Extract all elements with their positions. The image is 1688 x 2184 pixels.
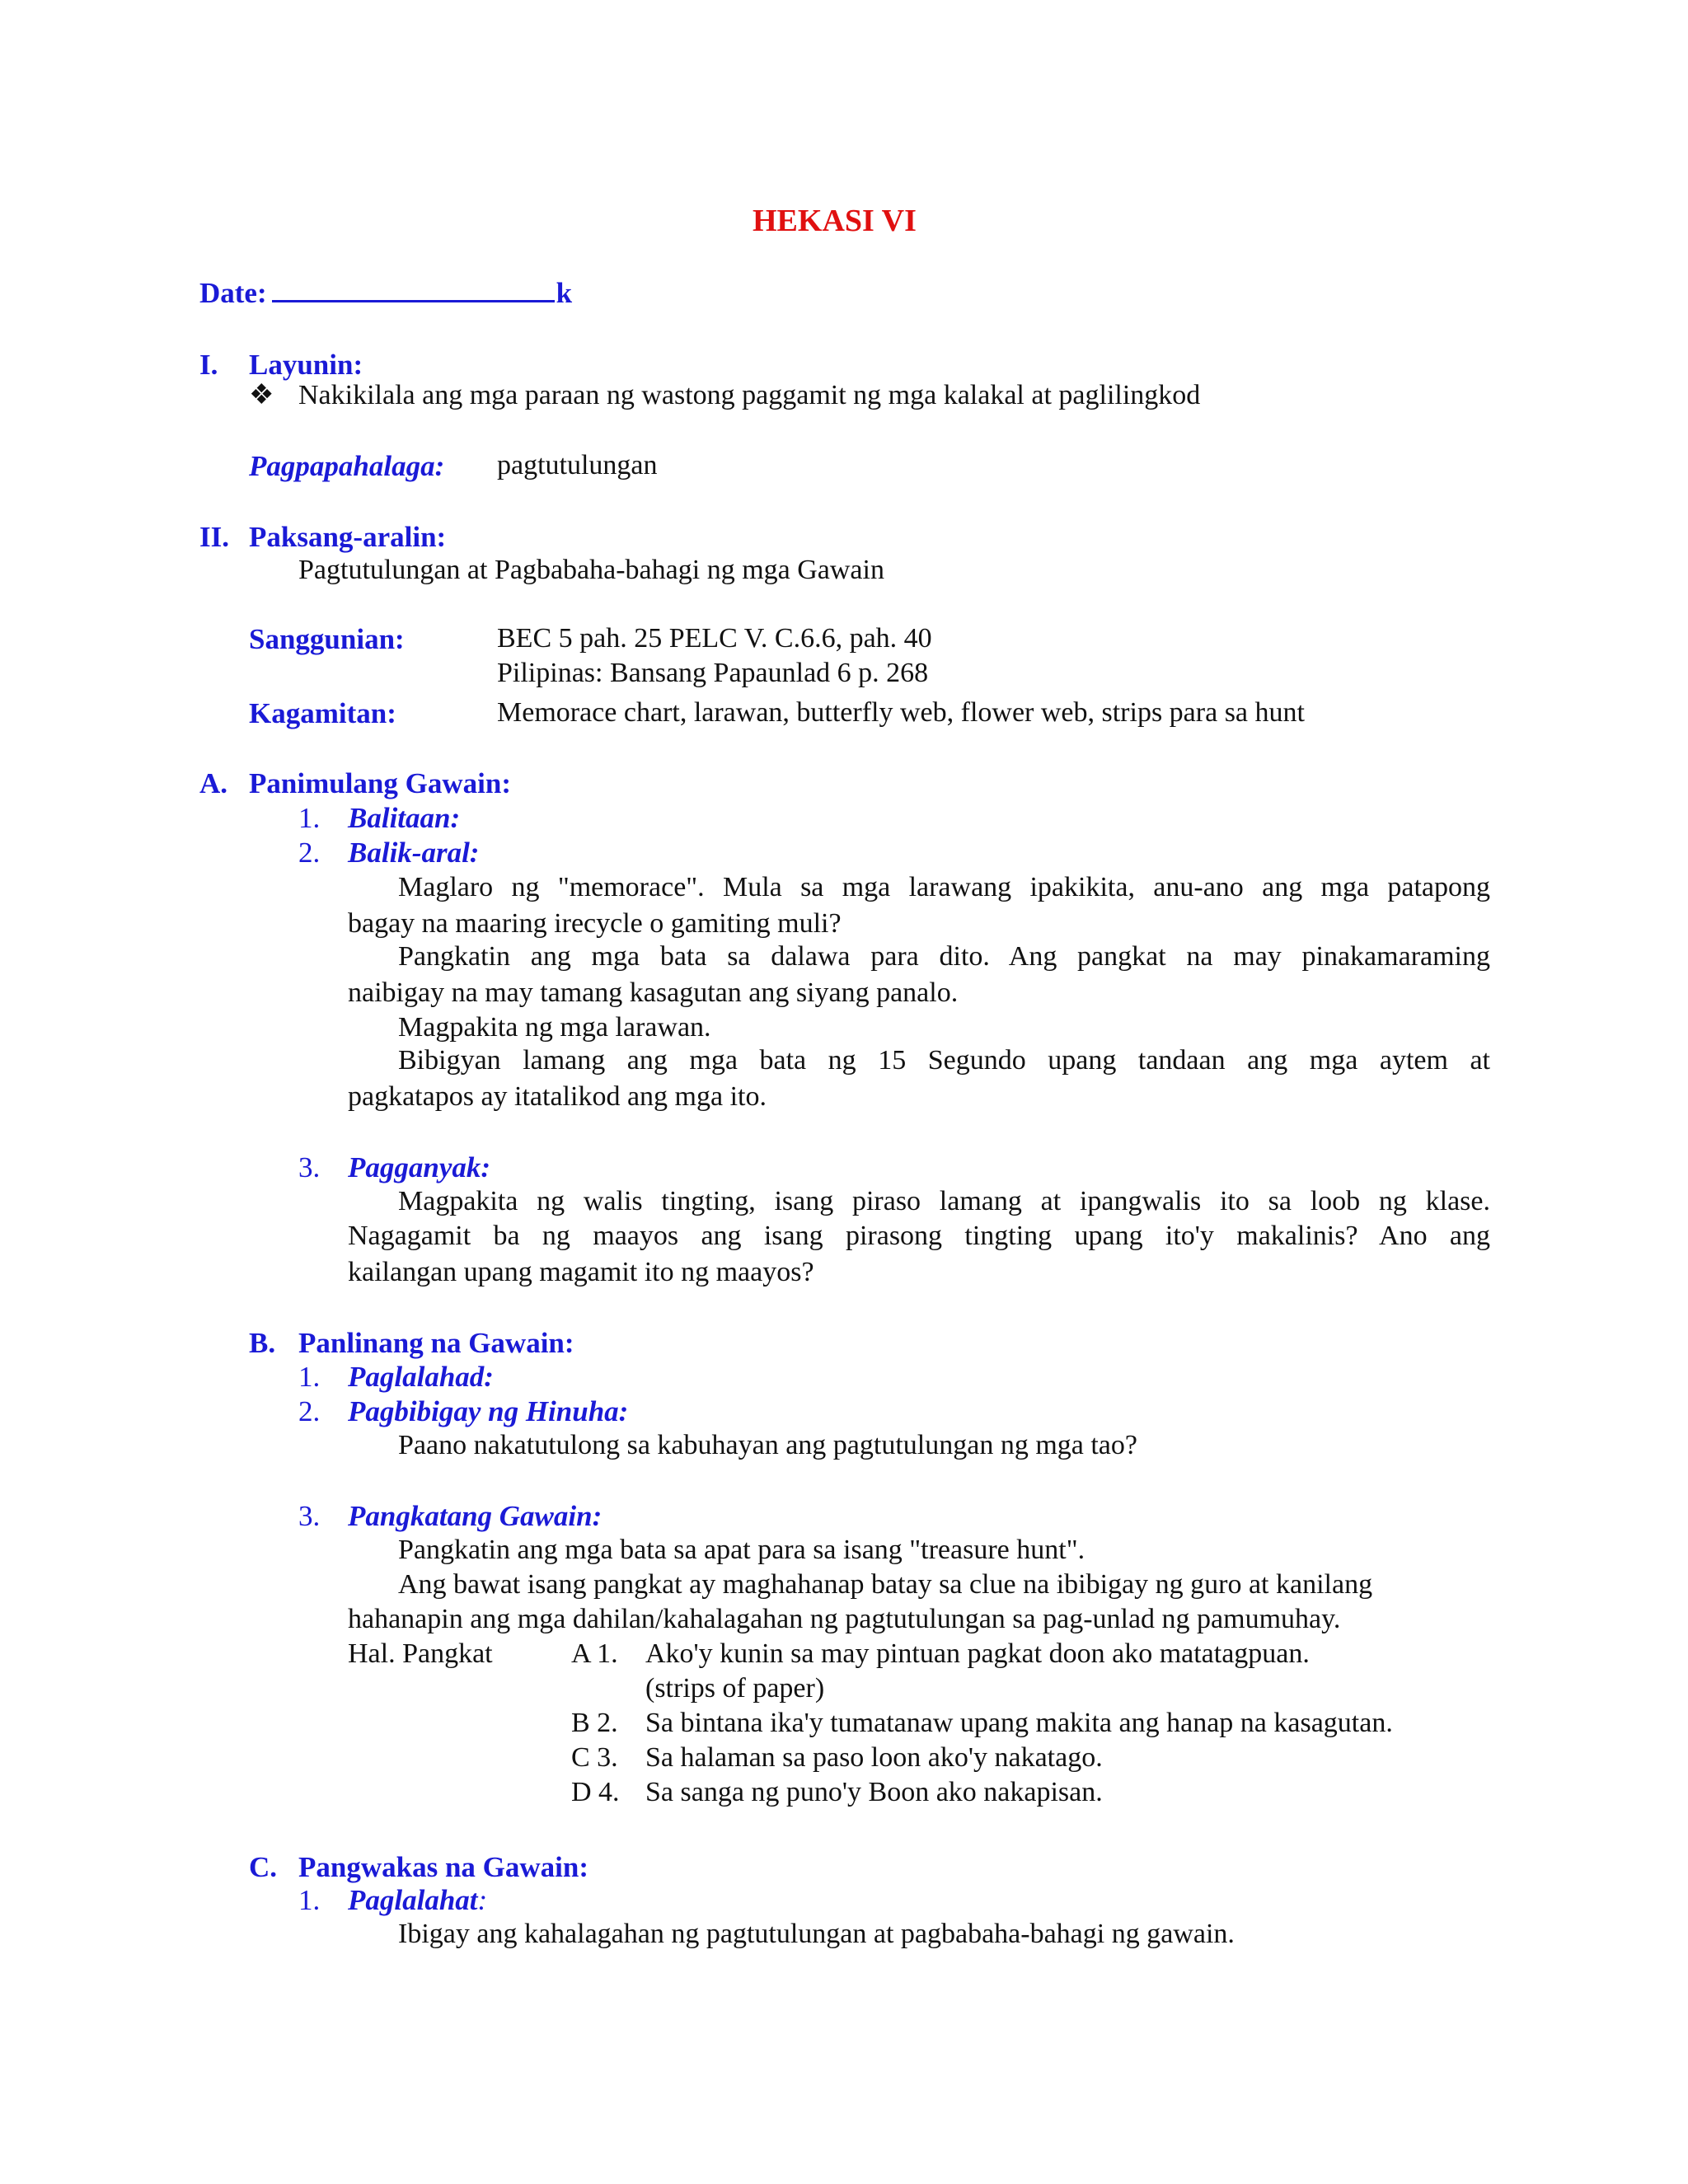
- page-title: HEKASI VI: [753, 204, 917, 238]
- date-blank: [272, 300, 555, 302]
- c-item-1-title: Paglalahat: [348, 1884, 478, 1916]
- b-paragraph-2-line-1: Ang bawat isang pangkat ay maghahanap batay sa clue na ibibigay ng guro at kanilang: [398, 1569, 1373, 1600]
- section-b-title: Panlinang na Gawain:: [298, 1327, 574, 1359]
- b-item-1-title: Paglalahad:: [348, 1361, 494, 1393]
- a-paragraph-1-line-1: Maglaro ng "memorace". Mula sa mga larawang ipakikita, anu-ano ang mga patapong: [398, 872, 1490, 902]
- section-a-title: Panimulang Gawain:: [249, 767, 511, 799]
- section-2-title: Paksang-aralin:: [249, 521, 447, 553]
- section-a-letter: A.: [199, 767, 228, 799]
- clue-text: Ako'y kunin sa may pintuan pagkat doon ako matatagpuan.: [645, 1638, 1310, 1669]
- a-item-1-title: Balitaan:: [348, 802, 461, 834]
- c-item-1-number: 1.: [298, 1884, 321, 1916]
- b-item-2-number: 2.: [298, 1395, 321, 1427]
- a-item-2-title: Balik-aral:: [348, 837, 480, 869]
- a-paragraph-2-line-2: naibigay na may tamang kasagutan ang siyang panalo.: [348, 977, 959, 1008]
- a-paragraph-4-line-2: pagkatapos ay itatalikod ang mga ito.: [348, 1081, 767, 1112]
- c-item-1-colon: :: [477, 1884, 488, 1916]
- b-paragraph-1: Pangkatin ang mga bata sa apat para sa isang "treasure hunt".: [398, 1535, 1085, 1565]
- a-item-2-number: 2.: [298, 837, 321, 869]
- section-2-number: II.: [199, 521, 229, 553]
- date-label: Date:: [199, 277, 267, 309]
- a-paragraph-1-line-2: bagay na maaring irecycle o gamiting muli?: [348, 908, 842, 939]
- reference-line-1: BEC 5 pah. 25 PELC V. C.6.6, pah. 40: [497, 623, 932, 654]
- section-c-letter: C.: [249, 1851, 278, 1883]
- materials-label: Kagamitan:: [249, 697, 396, 729]
- diamond-bullet-icon: ❖: [249, 380, 274, 410]
- date-line: [199, 279, 572, 307]
- b-item-3-number: 3.: [298, 1500, 321, 1532]
- date-suffix: k: [556, 277, 573, 309]
- section-c-title: Pangwakas na Gawain:: [298, 1851, 589, 1883]
- clue-code: D 4.: [571, 1777, 620, 1807]
- clue-code: B 2.: [571, 1708, 618, 1738]
- materials-text: Memorace chart, larawan, butterfly web, flower web, strips para sa hunt: [497, 697, 1305, 728]
- a-paragraph-2-line-1: Pangkatin ang mga bata sa dalawa para dito. Ang pangkat na may pinakamaraming: [398, 941, 1490, 972]
- section-1-number: I.: [199, 349, 218, 381]
- a-paragraph-5-line-1: Magpakita ng walis tingting, isang piraso lamang at ipangwalis ito sa loob ng klase.: [398, 1186, 1490, 1216]
- values-text: pagtutulungan: [497, 450, 658, 480]
- hal-pangkat-label: Hal. Pangkat: [348, 1638, 493, 1669]
- clue-text: Sa bintana ika'y tumatanaw upang makita ang hanap na kasagutan.: [645, 1708, 1393, 1738]
- a-paragraph-3: Magpakita ng mga larawan.: [398, 1012, 711, 1043]
- clue-text: Sa sanga ng puno'y Boon ako nakapisan.: [645, 1777, 1103, 1807]
- section-b-letter: B.: [249, 1327, 276, 1359]
- c-item-1-title-wrap: [348, 1886, 487, 1915]
- a-paragraph-5-line-3: kailangan upang magamit ito ng maayos?: [348, 1257, 814, 1287]
- topic-text: Pagtutulungan at Pagbabaha-bahagi ng mga Gawain: [298, 555, 884, 585]
- b-paragraph-2-line-2: hahanapin ang mga dahilan/kahalagahan ng pagtutulungan sa pag-unlad ng pamumuhay.: [348, 1604, 1341, 1634]
- a-item-3-title: Pagganyak:: [348, 1151, 491, 1183]
- section-1-title: Layunin:: [249, 349, 363, 381]
- b-question: Paano nakatutulong sa kabuhayan ang pagtutulungan ng mga tao?: [398, 1430, 1137, 1460]
- a-paragraph-4-line-1: Bibigyan lamang ang mga bata ng 15 Segundo upang tandaan ang mga aytem at: [398, 1045, 1490, 1076]
- clue-text: (strips of paper): [645, 1673, 825, 1704]
- a-item-3-number: 3.: [298, 1151, 321, 1183]
- objective-text: Nakikilala ang mga paraan ng wastong paggamit ng mga kalakal at paglilingkod: [298, 380, 1201, 410]
- a-paragraph-5-line-2: Nagagamit ba ng maayos ang isang pirasong tingting upang ito'y makalinis? Ano ang: [348, 1221, 1490, 1251]
- b-item-2-title: Pagbibigay ng Hinuha:: [348, 1395, 629, 1427]
- c-paragraph-1: Ibigay ang kahalagahan ng pagtutulungan at pagbabaha-bahagi ng gawain.: [398, 1919, 1235, 1949]
- clue-text: Sa halaman sa paso loon ako'y nakatago.: [645, 1742, 1103, 1773]
- b-item-1-number: 1.: [298, 1361, 321, 1393]
- b-item-3-title: Pangkatang Gawain:: [348, 1500, 603, 1532]
- reference-label: Sanggunian:: [249, 623, 405, 655]
- reference-line-2: Pilipinas: Bansang Papaunlad 6 p. 268: [497, 658, 929, 688]
- a-item-1-number: 1.: [298, 802, 321, 834]
- clue-code: A 1.: [571, 1638, 618, 1669]
- values-label: Pagpapahalaga:: [249, 450, 445, 482]
- clue-code: C 3.: [571, 1742, 618, 1773]
